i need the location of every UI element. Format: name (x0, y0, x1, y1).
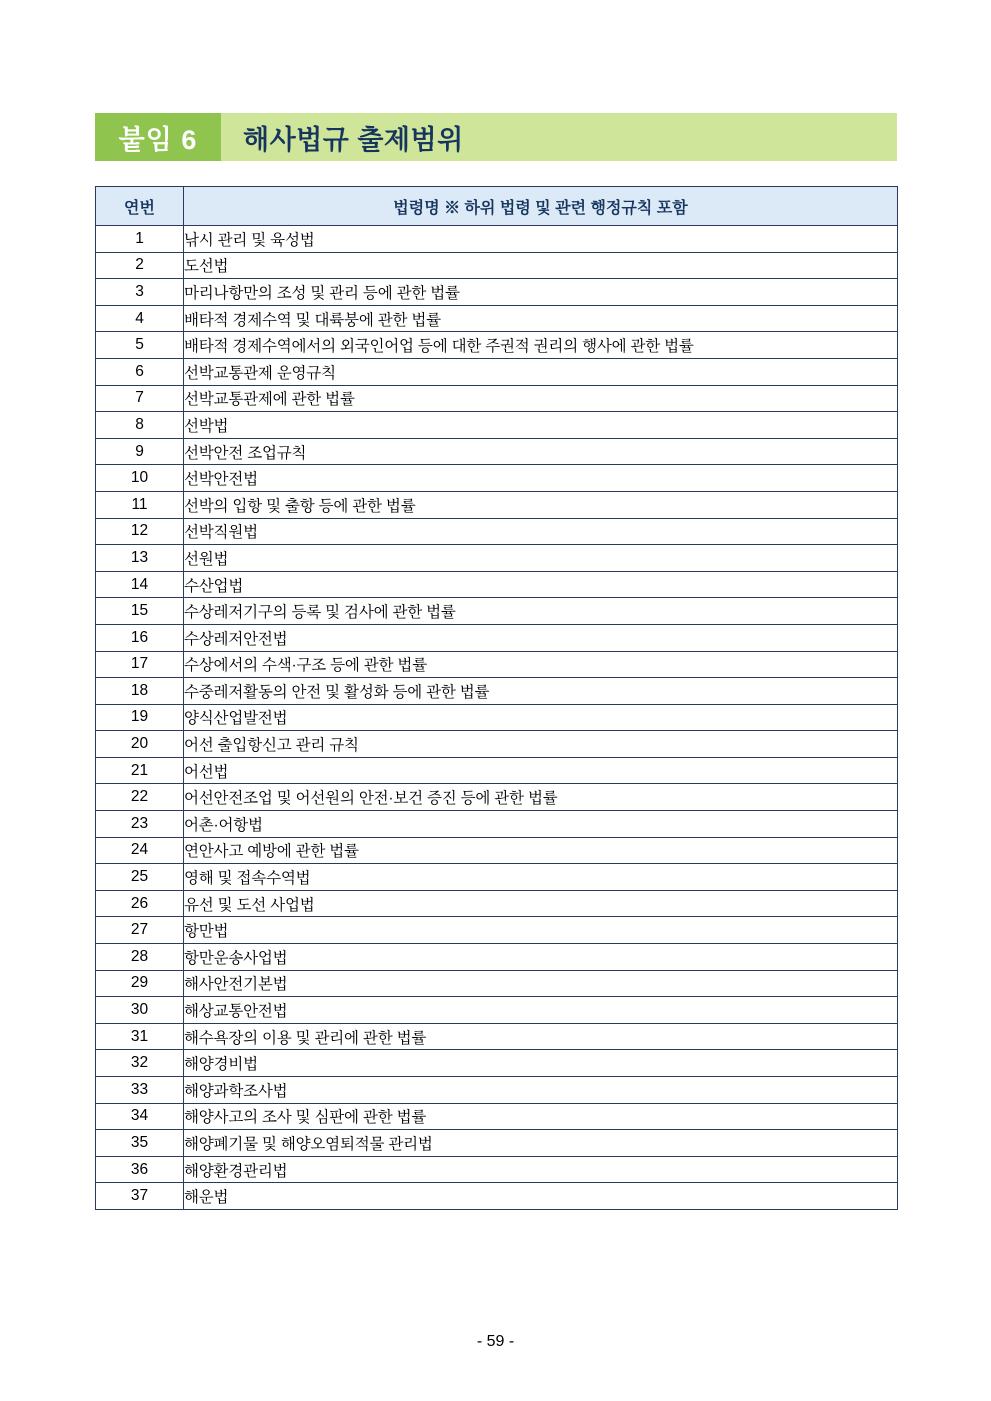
table-row (96, 279, 898, 306)
law-name: 선박안전 조업규칙 (184, 438, 898, 465)
row-number: 28 (96, 944, 184, 971)
table-row (96, 784, 898, 811)
row-number: 8 (96, 412, 184, 439)
law-name: 낚시 관리 및 육성법 (184, 226, 898, 253)
table-row (96, 1050, 898, 1077)
row-number: 13 (96, 545, 184, 572)
table-row (96, 678, 898, 705)
law-name: 수상레저안전법 (184, 624, 898, 651)
table-row (96, 412, 898, 439)
law-name: 수상에서의 수색·구조 등에 관한 법률 (184, 651, 898, 678)
law-name: 배타적 경제수역에서의 외국인어업 등에 대한 주권적 권리의 행사에 관한 법률 (184, 332, 898, 359)
table-row (96, 890, 898, 917)
section-header (95, 113, 897, 161)
page-number: - 59 - (476, 1333, 515, 1350)
table-row (96, 438, 898, 465)
law-name: 선박안전법 (184, 465, 898, 492)
law-name: 어선안전조업 및 어선원의 안전·보건 증진 등에 관한 법률 (184, 784, 898, 811)
law-name: 해양환경관리법 (184, 1156, 898, 1183)
row-number: 3 (96, 279, 184, 306)
table-row (96, 305, 898, 332)
table-row (96, 598, 898, 625)
law-name: 선박의 입항 및 출항 등에 관한 법률 (184, 491, 898, 518)
law-name: 선박교통관제 운영규칙 (184, 358, 898, 385)
law-name: 어촌·어항법 (184, 811, 898, 838)
law-name: 해수욕장의 이용 및 관리에 관한 법률 (184, 1023, 898, 1050)
row-number: 36 (96, 1156, 184, 1183)
row-number: 7 (96, 385, 184, 412)
row-number: 17 (96, 651, 184, 678)
table-row (96, 1103, 898, 1130)
law-name: 해상교통안전법 (184, 997, 898, 1024)
table-row (96, 651, 898, 678)
table-row (96, 385, 898, 412)
law-name: 해양폐기물 및 해양오염퇴적물 관리법 (184, 1130, 898, 1157)
row-number: 5 (96, 332, 184, 359)
table-header-row (96, 187, 898, 226)
column-header-name: 법령명 ※ 하위 법령 및 관련 행정규칙 포함 (184, 187, 898, 226)
table-row (96, 571, 898, 598)
law-name: 어선법 (184, 757, 898, 784)
law-name: 마리나항만의 조성 및 관리 등에 관한 법률 (184, 279, 898, 306)
table-row (96, 545, 898, 572)
table-row (96, 1183, 898, 1210)
table-row (96, 731, 898, 758)
law-name: 도선법 (184, 252, 898, 279)
row-number: 19 (96, 704, 184, 731)
row-number: 23 (96, 811, 184, 838)
law-name: 어선 출입항신고 관리 규칙 (184, 731, 898, 758)
table-row (96, 1130, 898, 1157)
column-header-no: 연번 (96, 187, 184, 226)
page-title: 해사법규 출제범위 (221, 113, 897, 161)
attachment-badge: 붙임 6 (95, 113, 221, 161)
table-row (96, 837, 898, 864)
row-number: 37 (96, 1183, 184, 1210)
law-name: 선박교통관제에 관한 법률 (184, 385, 898, 412)
table-row (96, 997, 898, 1024)
row-number: 22 (96, 784, 184, 811)
table-row (96, 465, 898, 492)
row-number: 21 (96, 757, 184, 784)
table-row (96, 970, 898, 997)
row-number: 12 (96, 518, 184, 545)
row-number: 35 (96, 1130, 184, 1157)
law-name: 해사안전기본법 (184, 970, 898, 997)
maritime-law-table (95, 186, 898, 1210)
row-number: 1 (96, 226, 184, 253)
table-body (96, 226, 898, 1210)
row-number: 18 (96, 678, 184, 705)
row-number: 11 (96, 491, 184, 518)
law-name: 양식산업발전법 (184, 704, 898, 731)
law-name: 해양과학조사법 (184, 1077, 898, 1104)
row-number: 34 (96, 1103, 184, 1130)
row-number: 20 (96, 731, 184, 758)
table-row (96, 1156, 898, 1183)
table-row (96, 1023, 898, 1050)
table-row (96, 518, 898, 545)
law-name: 선박직원법 (184, 518, 898, 545)
table-row (96, 864, 898, 891)
table-row (96, 491, 898, 518)
row-number: 31 (96, 1023, 184, 1050)
row-number: 30 (96, 997, 184, 1024)
law-name: 수산업법 (184, 571, 898, 598)
law-name: 연안사고 예방에 관한 법률 (184, 837, 898, 864)
table-row (96, 811, 898, 838)
law-name: 선박법 (184, 412, 898, 439)
table-row (96, 226, 898, 253)
row-number: 24 (96, 837, 184, 864)
row-number: 25 (96, 864, 184, 891)
table-row (96, 757, 898, 784)
table-row (96, 704, 898, 731)
law-name: 영해 및 접속수역법 (184, 864, 898, 891)
row-number: 32 (96, 1050, 184, 1077)
table-row (96, 252, 898, 279)
row-number: 2 (96, 252, 184, 279)
law-name: 해양경비법 (184, 1050, 898, 1077)
law-name: 선원법 (184, 545, 898, 572)
law-name: 항만법 (184, 917, 898, 944)
row-number: 33 (96, 1077, 184, 1104)
law-name: 해양사고의 조사 및 심판에 관한 법률 (184, 1103, 898, 1130)
law-name: 수상레저기구의 등록 및 검사에 관한 법률 (184, 598, 898, 625)
row-number: 29 (96, 970, 184, 997)
row-number: 9 (96, 438, 184, 465)
table-row (96, 1077, 898, 1104)
law-name: 수중레저활동의 안전 및 활성화 등에 관한 법률 (184, 678, 898, 705)
table-row (96, 358, 898, 385)
law-name: 해운법 (184, 1183, 898, 1210)
table-row (96, 944, 898, 971)
table-header (96, 187, 898, 226)
row-number: 14 (96, 571, 184, 598)
law-name: 항만운송사업법 (184, 944, 898, 971)
table-row (96, 332, 898, 359)
row-number: 16 (96, 624, 184, 651)
row-number: 6 (96, 358, 184, 385)
table-row (96, 917, 898, 944)
law-name: 배타적 경제수역 및 대륙붕에 관한 법률 (184, 305, 898, 332)
table-row (96, 624, 898, 651)
row-number: 15 (96, 598, 184, 625)
row-number: 10 (96, 465, 184, 492)
row-number: 4 (96, 305, 184, 332)
row-number: 27 (96, 917, 184, 944)
law-name: 유선 및 도선 사업법 (184, 890, 898, 917)
row-number: 26 (96, 890, 184, 917)
